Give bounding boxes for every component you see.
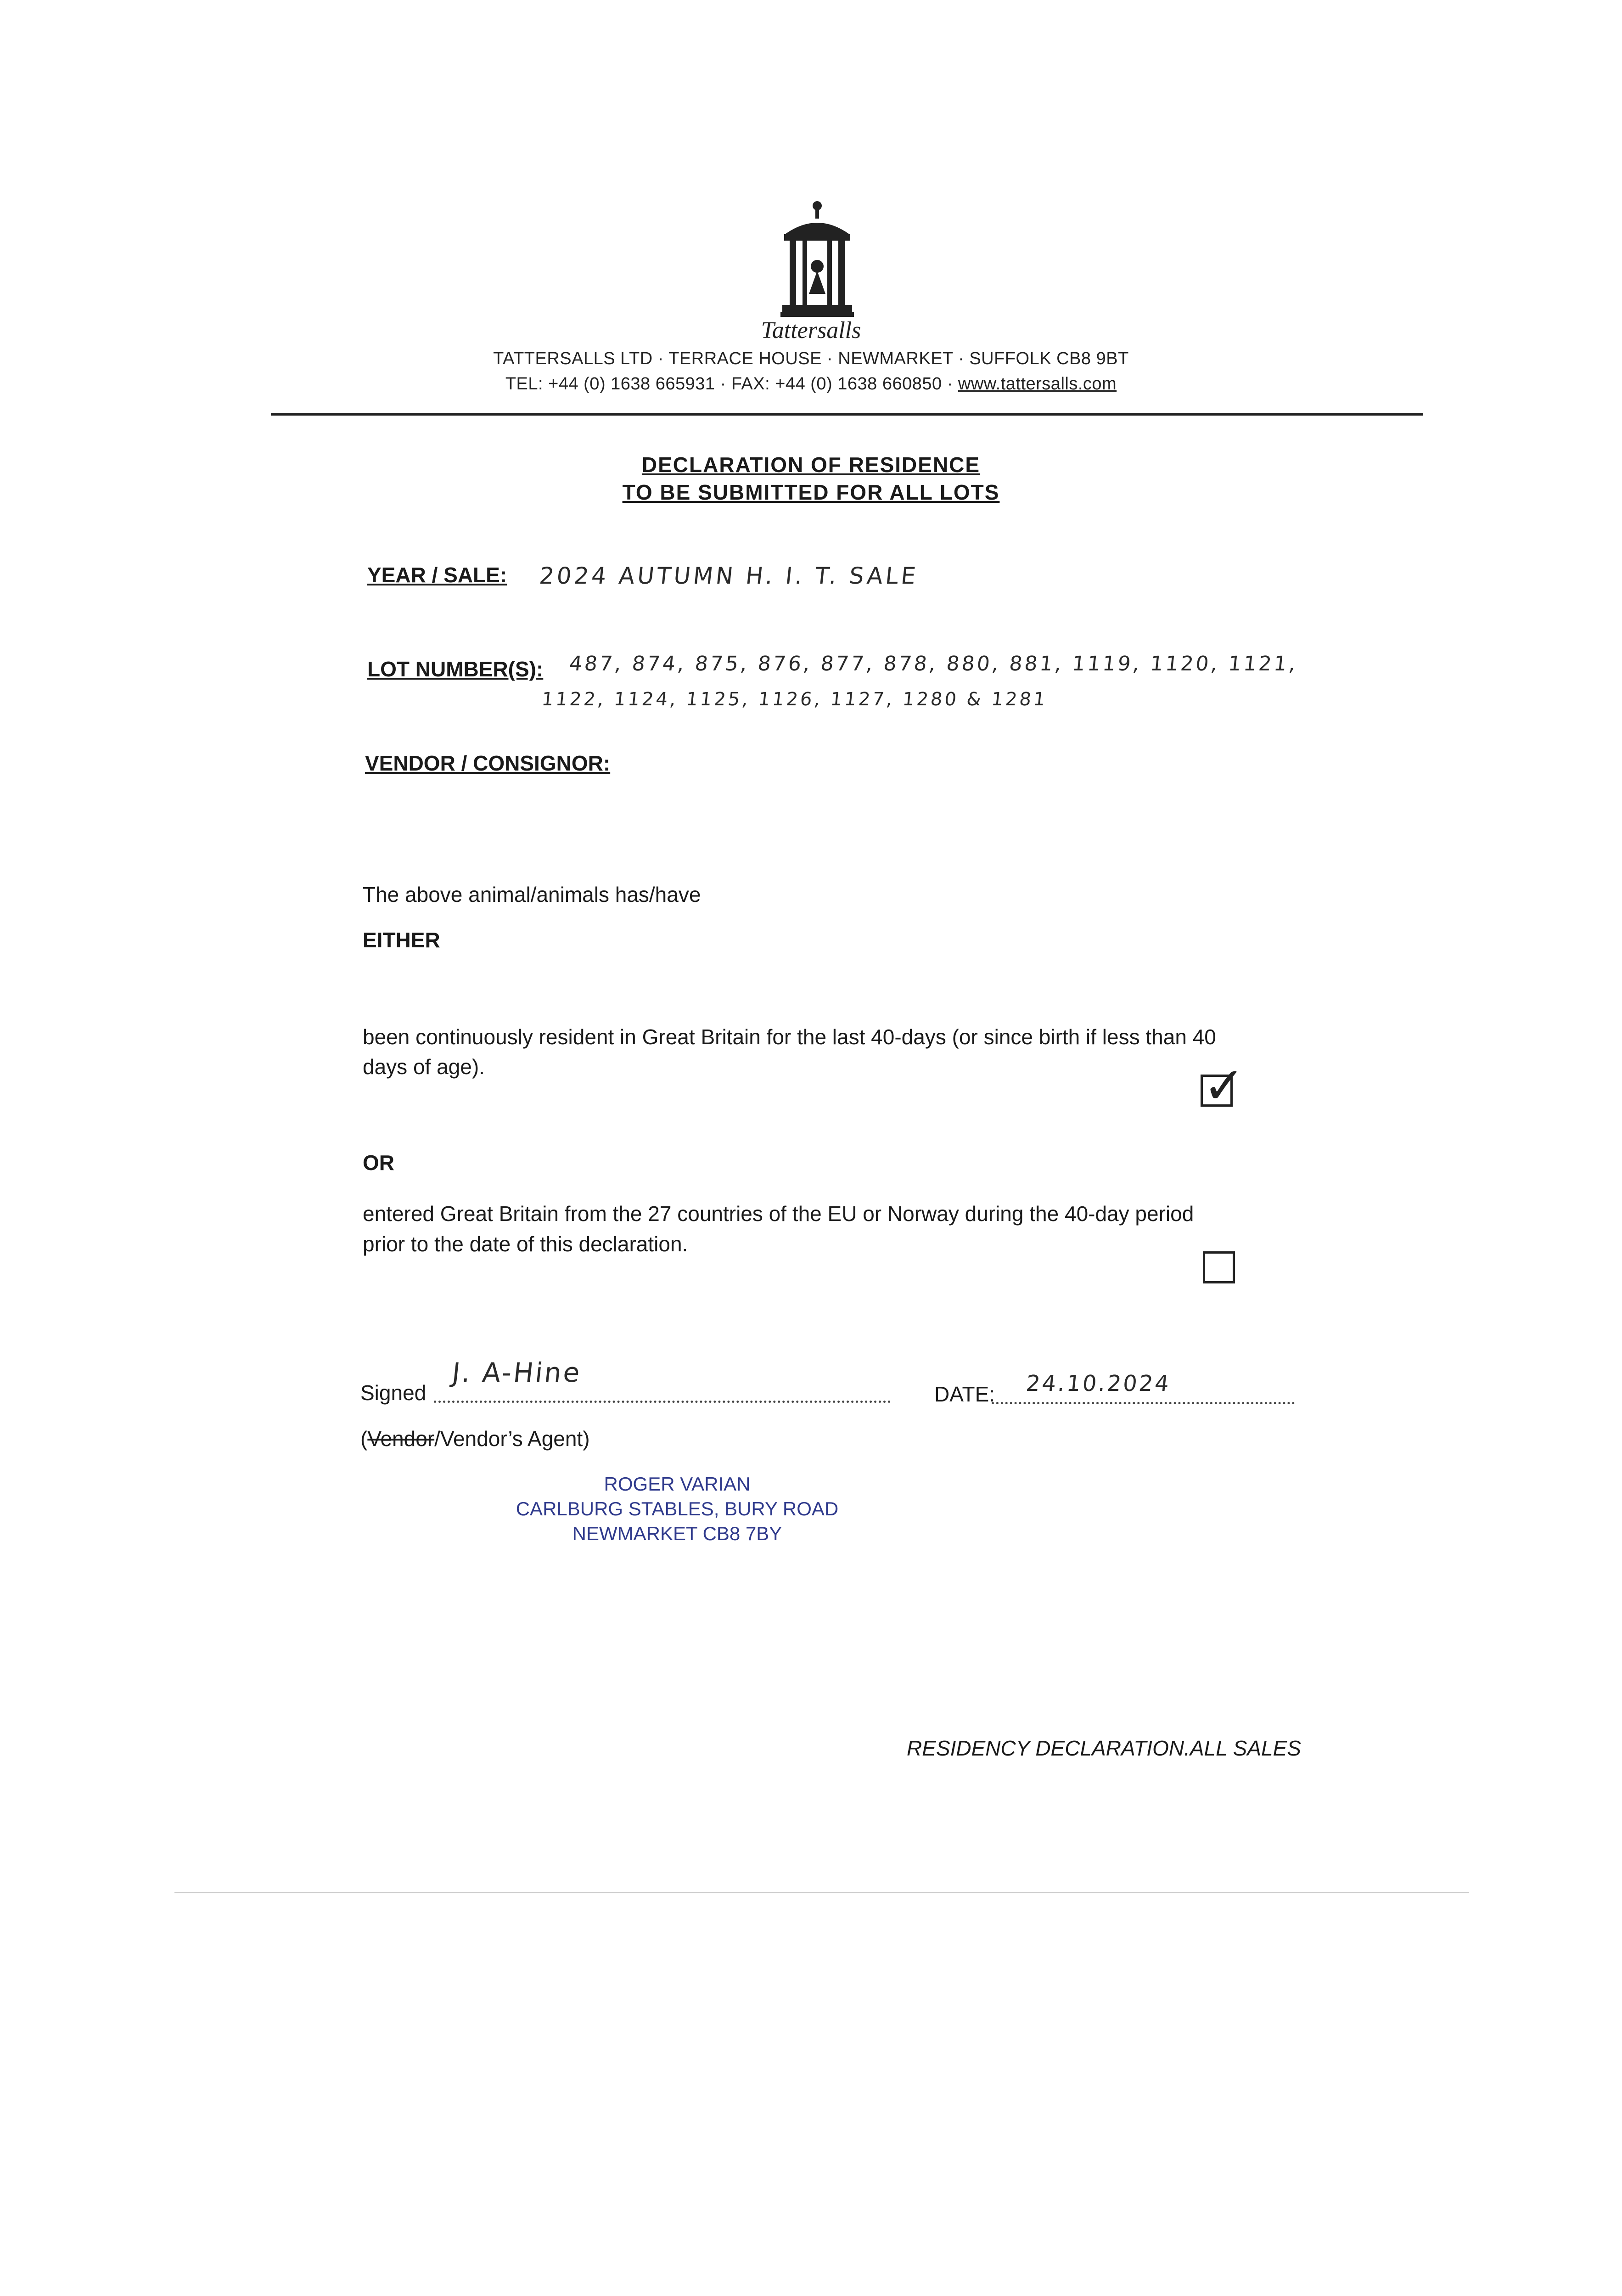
- signed-label: Signed: [360, 1381, 427, 1405]
- form-title-line1: DECLARATION OF RESIDENCE: [641, 453, 981, 477]
- year-sale-label: YEAR / SALE:: [367, 563, 507, 587]
- stamp-line3: NEWMARKET CB8 7BY: [572, 1523, 782, 1544]
- declaration-intro: The above animal/animals has/have: [363, 883, 701, 906]
- option1-text-line2: days of age).: [363, 1055, 485, 1079]
- contact-numbers: TEL: +44 (0) 1638 665931 · FAX: +44 (0) 1638 660850 ·: [505, 374, 958, 394]
- signer-role: [360, 1424, 590, 1454]
- option2-text-line2: prior to the date of this declaration.: [363, 1232, 688, 1256]
- option2-text-line1: entered Great Britain from the 27 countries of the EU or Norway during the 40-day period: [363, 1202, 1194, 1226]
- form-title-line2: TO BE SUBMITTED FOR ALL LOTS: [622, 480, 1000, 504]
- stamp-line1: ROGER VARIAN: [604, 1473, 751, 1495]
- stamp-line2: CARLBURG STABLES, BURY ROAD: [516, 1498, 839, 1519]
- vendor-consignor-label: VENDOR / CONSIGNOR:: [365, 751, 611, 775]
- lot-numbers-line1[interactable]: 487, 874, 875, 876, 877, 878, 880, 881, 1119, 1120, 1121,: [568, 652, 1299, 675]
- lot-numbers-label: LOT NUMBER(S):: [367, 657, 544, 681]
- year-sale-value[interactable]: 2024 AUTUMN H. I. T. SALE: [538, 563, 920, 589]
- signature-line: [434, 1401, 891, 1403]
- or-label: OR: [363, 1151, 394, 1175]
- date-line: [992, 1402, 1295, 1404]
- option1-text-line1: been continuously resident in Great Britain for the last 40-days (or since birth if less than 40: [363, 1025, 1216, 1049]
- header-divider: [271, 413, 1423, 416]
- role-open-paren: (: [360, 1427, 368, 1451]
- company-address: TATTERSALLS LTD · TERRACE HOUSE · NEWMARKET · SUFFOLK CB8 9BT: [493, 349, 1129, 368]
- lot-numbers-line2[interactable]: 1122, 1124, 1125, 1126, 1127, 1280 & 1281: [540, 689, 1049, 710]
- signature-value[interactable]: J. A-Hine: [450, 1357, 584, 1388]
- date-value[interactable]: 24.10.2024: [1025, 1371, 1172, 1396]
- check-mark-icon: ✓: [1203, 1058, 1246, 1114]
- company-contact: [0, 374, 1622, 394]
- page-scan-edge: [174, 1892, 1469, 1893]
- agent-stamp: [448, 1472, 907, 1546]
- option1-checkbox[interactable]: [1201, 1058, 1246, 1114]
- form-footer-name: RESIDENCY DECLARATION.ALL SALES: [907, 1736, 1301, 1760]
- brand-name: Tattersalls: [761, 317, 861, 343]
- option2-checkbox[interactable]: [1203, 1251, 1235, 1283]
- role-agent: /Vendor’s Agent): [434, 1427, 590, 1451]
- date-label: DATE:: [934, 1382, 995, 1406]
- website-link[interactable]: www.tattersalls.com: [958, 374, 1117, 394]
- either-label: EITHER: [363, 928, 440, 952]
- role-vendor-struck: Vendor: [367, 1427, 435, 1451]
- tattersalls-logo-icon: [780, 197, 854, 321]
